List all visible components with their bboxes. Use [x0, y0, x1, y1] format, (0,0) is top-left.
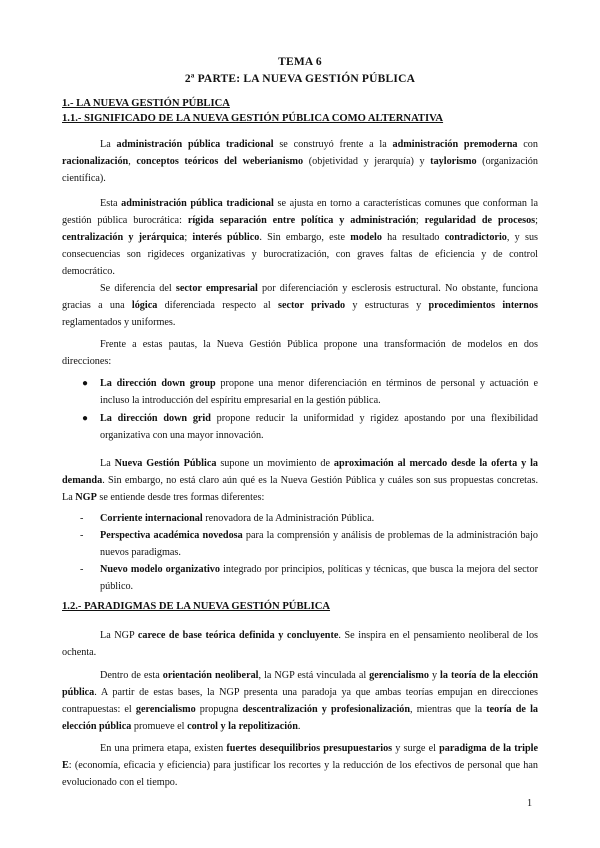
bold-text: administración premoderna: [392, 139, 518, 150]
paragraph: [62, 667, 538, 735]
dash-item: [100, 527, 538, 561]
paragraph: [62, 195, 538, 280]
text-run: propugna: [195, 704, 243, 715]
text-run: se entiende desde tres formas diferentes:: [96, 492, 265, 503]
text-run: y: [428, 670, 441, 681]
bold-text: Nuevo modelo organizativo: [100, 564, 220, 575]
text-run: promueve el: [131, 721, 188, 732]
paragraph: [62, 136, 538, 187]
bold-text: centralización y jerárquica: [62, 232, 185, 243]
text-run: (organización científica).: [62, 156, 538, 184]
dash-marker: -: [80, 564, 84, 575]
text-run: y surge el: [392, 743, 440, 754]
bold-text: taylorismo: [430, 156, 477, 167]
text-run: propone reducir la uniformidad y rigidez apostando por una flexibilidad organizativa con una mayor innovación.: [100, 413, 538, 441]
text-run: La: [100, 139, 117, 150]
text-run: : (economía, eficacia y eficiencia) para justificar los recortes y la reducción de los efectivos de personal que han evolucionado con el tiempo.: [62, 760, 538, 788]
paragraph: [62, 280, 538, 331]
dash-item: [100, 510, 538, 527]
section-heading-1-2: 1.2.- PARADIGMAS DE LA NUEVA GESTIÓN PÚBLICA: [62, 601, 331, 612]
section-heading-1-1: 1.1.- SIGNIFICADO DE LA NUEVA GESTIÓN PÚBLICA COMO ALTERNATIVA: [62, 113, 444, 124]
bold-text: descentralización y profesionalización: [242, 704, 411, 715]
text-run: renovadora de la Administración Pública.: [202, 513, 375, 524]
text-run: Dentro de esta: [100, 670, 163, 681]
bold-text: lógica: [131, 300, 158, 311]
text-run: , y sus consecuencias son rigideces organizativas y burocratización, con graves faltas de eficiencia y de control democrático.: [62, 232, 539, 277]
bold-text: NGP: [75, 492, 97, 503]
text-run: ;: [415, 215, 425, 226]
text-run: .: [297, 721, 301, 732]
bold-text: la teoría de la elección pública: [62, 670, 539, 698]
bold-text: La dirección down grid: [100, 413, 211, 424]
text-run: propone una menor diferenciación en términos de personal y actuación e incluso la introducción del espíritu empresarial en la gestión pública.: [100, 378, 538, 406]
bold-text: teoría de la elección pública: [62, 704, 538, 732]
text-run: se construyó frente a la: [273, 139, 393, 150]
text-run: , la NGP está vinculada al: [258, 670, 370, 681]
text-run: Esta: [100, 198, 122, 209]
text-run: por diferenciación y esclerosis estructural. No obstante, funciona gracias a una: [62, 283, 538, 311]
bold-text: Nueva Gestión Pública: [114, 458, 217, 469]
bold-text: interés público: [192, 232, 260, 243]
bold-text: regularidad de procesos: [424, 215, 536, 226]
text-run: . Se inspira en el pensamiento neoliberal de los ochenta.: [62, 630, 538, 658]
text-run: La: [100, 458, 115, 469]
text-run: ha resultado: [381, 232, 445, 243]
text-run: Se diferencia del: [100, 283, 176, 294]
paragraph: [62, 455, 538, 506]
bullet-marker: ●: [82, 378, 89, 389]
text-run: con: [517, 139, 538, 150]
document-subtitle: 2ª PARTE: LA NUEVA GESTIÓN PÚBLICA: [184, 73, 416, 85]
text-run: En una primera etapa, existen: [100, 743, 227, 754]
text-run: diferenciada respecto al: [157, 300, 279, 311]
text-run: se ajusta en torno a características comunes que conforman la gestión pública burocrática:: [62, 198, 538, 226]
section-heading-1: 1.- LA NUEVA GESTIÓN PÚBLICA: [62, 98, 230, 109]
bold-text: sector privado: [278, 300, 346, 311]
bold-text: La dirección down group: [100, 378, 216, 389]
bullet-item: [100, 410, 538, 444]
bold-text: Perspectiva académica novedosa: [100, 530, 243, 541]
bold-text: conceptos teóricos del weberianismo: [136, 156, 304, 167]
dash-marker: -: [80, 513, 84, 524]
paragraph: [62, 740, 538, 791]
text-run: La NGP: [100, 630, 138, 641]
text-run: supone un movimiento de: [216, 458, 334, 469]
bold-text: procedimientos internos: [428, 300, 538, 311]
bold-text: administración pública tradicional: [121, 198, 274, 209]
text-run: (objetividad y jerarquía) y: [303, 156, 431, 167]
bold-text: racionalización: [62, 156, 129, 167]
page-number: 1: [527, 798, 533, 809]
paragraph: [62, 627, 538, 661]
text-run: . Sin embargo, no está claro aún qué es la Nueva Gestión Pública y cuáles son sus propuestas concretas. La: [62, 475, 538, 503]
bullet-marker: ●: [82, 413, 89, 424]
bold-text: aproximación al mercado desde la oferta y la demanda: [62, 458, 538, 486]
bold-text: paradigma de la triple E: [62, 743, 539, 771]
dash-marker: -: [80, 530, 84, 541]
text-run: para la comprensión y análisis de problemas de la administración bajo nuevos paradigmas.: [100, 530, 539, 558]
bold-text: contradictorio: [444, 232, 507, 243]
bold-text: control y la repolitización: [187, 721, 298, 732]
text-run: ,: [128, 156, 137, 167]
text-run: , mientras que la: [410, 704, 487, 715]
text-run: . A partir de estas bases, la NGP presenta una paradoja ya que ambas teorías empujan en direcciones contrapuestas: el: [62, 687, 538, 715]
text-run: Frente a estas pautas, la Nueva Gestión Pública propone una transformación de modelos en dos direcciones:: [62, 339, 538, 367]
bold-text: modelo: [350, 232, 382, 243]
paragraph: [62, 336, 538, 370]
bold-text: orientación neoliberal: [162, 670, 259, 681]
text-run: ;: [535, 215, 538, 226]
bold-text: rígida separación entre política y administración: [187, 215, 416, 226]
bold-text: gerencialismo: [369, 670, 429, 681]
bold-text: gerencialismo: [135, 704, 196, 715]
bullet-item: [100, 375, 538, 409]
bold-text: Corriente internacional: [100, 513, 203, 524]
bold-text: fuertes desequilibrios presupuestarios: [226, 743, 393, 754]
bold-text: sector empresarial: [175, 283, 258, 294]
text-run: y estructuras y: [345, 300, 429, 311]
bold-text: carece de base teórica definida y concluyente: [137, 630, 339, 641]
text-run: integrado por principios, políticas y técnicas, que busca la mejora del sector público.: [100, 564, 538, 592]
text-run: ;: [184, 232, 193, 243]
dash-item: [100, 561, 538, 595]
text-run: . Sin embargo, este: [259, 232, 351, 243]
text-run: reglamentados y uniformes.: [62, 317, 176, 328]
bold-text: administración pública tradicional: [116, 139, 274, 150]
document-title: TEMA 6: [278, 56, 322, 68]
